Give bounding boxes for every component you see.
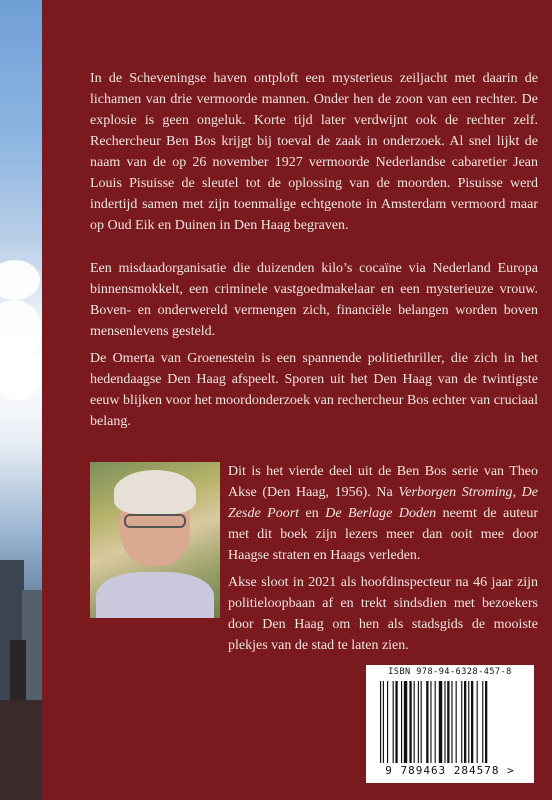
barcode-bar: [426, 681, 428, 763]
title-separator: en: [299, 506, 326, 521]
barcode-bar: [395, 681, 397, 763]
skyline-building: [0, 700, 42, 800]
barcode-bar: [444, 681, 445, 763]
blurb-paragraph-1: In de Scheveningse haven ontploft een mysterieus zeiljacht met daarin de lichamen van drie vermoorde mannen. Onder hen de zoon van een rechter. De explosie is geen ongeluk. Korte tijd later verdwijnt ook de rechter zelf. Rechercheur Ben Bos krijgt bij toeval de zaak in onderzoek. Al snel lijkt de naam van de op 26 november 1927 vermoorde Nederlandse cabaretier Jean Louis Pisuisse de sleutel tot de oplossing van de moorden. Pisuisse werd indertijd samen met zijn toenmalige echtgenote in Amsterdam vermoord maar op Oud Eik en Duinen in Den Haag begraven.: [90, 71, 538, 233]
barcode-bar: [435, 681, 436, 763]
author-bio-text-2: neemt de auteur met dit boek zijn lezers meer dan ooit mee door Haagse straten en Haags verleden.: [228, 506, 539, 563]
isbn-barcode: [366, 665, 534, 783]
barcode-bar: [468, 681, 469, 763]
barcode-bar: [421, 681, 422, 763]
blurb-paragraph-3: De Omerta van Groenestein is een spannende politiethriller, die zich in het hedendaagse Den Haag afspeelt. Sporen uit het Den Haag van de twintigste eeuw blijken voor het moordonderzoek van rechercheur Bos echter van cruciaal belang.: [90, 351, 538, 429]
cloud: [0, 260, 40, 300]
barcode-bar: [439, 681, 442, 763]
book-title-de-zesde-poort: De Zesde Poort: [228, 485, 538, 521]
author-shirt: [96, 572, 214, 618]
author-photo: [90, 462, 220, 618]
author-career-paragraph: Akse sloot in 2021 als hoofdinspecteur na 46 jaar zijn politieloopbaan af en trekt sindsdien met bezoekers door Den Haag om hen als stadsgids de mooiste plekjes van de stad te laten zien.: [228, 575, 538, 653]
author-hair: [114, 470, 196, 514]
barcode-bar: [485, 681, 487, 763]
front-cover-edge: [0, 0, 42, 800]
barcode-bar: [451, 681, 452, 763]
barcode-bar: [464, 681, 466, 763]
barcode-bar: [447, 681, 449, 763]
barcode-bar: [404, 681, 407, 763]
barcode-bar: [482, 681, 483, 763]
barcode-bar: [387, 681, 388, 763]
barcode-bar: [401, 681, 402, 763]
barcode-bar: [430, 681, 431, 763]
barcode-bar: [414, 681, 415, 763]
cloud: [0, 350, 40, 400]
barcode-bar: [393, 681, 394, 763]
book-title-verborgen-stroming: Verborgen Stroming: [398, 485, 513, 500]
barcode-bars: [380, 681, 524, 763]
barcode-bar: [461, 681, 462, 763]
blurb-paragraph-2: Een misdaadorganisatie die duizenden kilo’s cocaïne via Nederland Europa binnensmokkelt, een criminele vastgoedmakelaar en een mysterieuze vrouw. Boven- en onderwereld vermengen zich, financiële belangen worden boven mensenlevens gesteld.: [90, 261, 538, 339]
barcode-bar: [418, 681, 419, 763]
author-bio-text-1: Dit is het vierde deel uit de Ben Bos serie van Theo Akse (Den Haag, 1956). Na: [228, 464, 538, 500]
author-bio-paragraph: [228, 461, 538, 566]
isbn-digits: 9 789463 284578 >: [385, 764, 515, 777]
barcode-bar: [409, 681, 411, 763]
title-separator: ,: [512, 485, 522, 500]
barcode-bar: [477, 681, 478, 763]
book-title-de-berlage-doden: De Berlage Doden: [325, 506, 437, 521]
barcode-bar: [456, 681, 457, 763]
isbn-label: ISBN 978-94-6328-457-8: [388, 667, 512, 677]
barcode-bar: [471, 681, 473, 763]
barcode-bar: [383, 681, 384, 763]
author-glasses: [124, 514, 186, 528]
barcode-bar: [380, 681, 381, 763]
